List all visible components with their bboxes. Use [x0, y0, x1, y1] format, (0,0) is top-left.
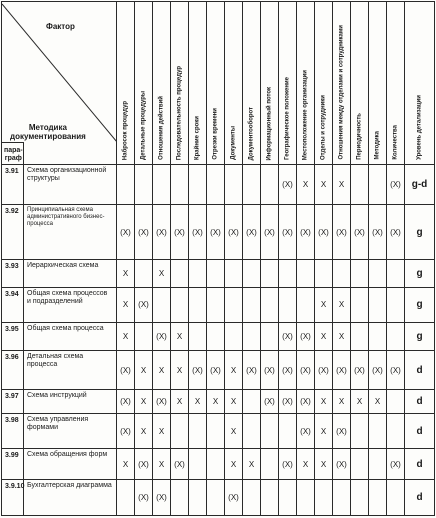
table-row [2, 449, 435, 480]
matrix-cell [351, 449, 369, 480]
matrix-cell: X [117, 260, 135, 287]
matrix-cell [369, 165, 387, 205]
matrix-cell: (X) [117, 414, 135, 449]
column-header-7 [225, 2, 243, 165]
method-name: Общая схема процессов и подразделений [24, 287, 117, 322]
method-name: Схема обращения форм [24, 449, 117, 480]
matrix-cell [351, 414, 369, 449]
matrix-cell: (X) [279, 205, 297, 260]
matrix-cell [243, 479, 261, 515]
matrix-cell: (X) [261, 351, 279, 390]
matrix-cell: (X) [279, 449, 297, 480]
matrix-cell [117, 479, 135, 515]
paragraph-number: 3.99 [2, 449, 24, 480]
matrix-cell: (X) [297, 322, 315, 351]
column-header-label: Количества [392, 125, 398, 160]
matrix-cell [387, 414, 405, 449]
matrix-cell [261, 322, 279, 351]
column-header-14 [351, 2, 369, 165]
matrix-cell [387, 260, 405, 287]
matrix-cell: (X) [351, 351, 369, 390]
factor-matrix-table [1, 1, 435, 516]
column-header-1 [117, 2, 135, 165]
matrix-cell [189, 322, 207, 351]
matrix-cell: (X) [189, 351, 207, 390]
table-row [2, 351, 435, 390]
matrix-cell: (X) [117, 351, 135, 390]
matrix-cell: X [189, 390, 207, 414]
matrix-cell [189, 287, 207, 322]
matrix-cell: (X) [225, 205, 243, 260]
column-header-label: Документооборот [248, 106, 254, 160]
method-name: Иерархическая схема [24, 260, 117, 287]
paragraph-number: 3.97 [2, 390, 24, 414]
matrix-cell [171, 479, 189, 515]
matrix-cell [261, 260, 279, 287]
matrix-cell [351, 287, 369, 322]
matrix-cell [333, 479, 351, 515]
matrix-cell [225, 165, 243, 205]
matrix-cell [189, 414, 207, 449]
table-row [2, 322, 435, 351]
header-row [2, 2, 435, 165]
matrix-cell [351, 165, 369, 205]
matrix-cell [315, 260, 333, 287]
column-header-label: Уровень детализации [416, 95, 422, 160]
matrix-cell: X [315, 449, 333, 480]
matrix-cell: (X) [387, 351, 405, 390]
paragraph-number: 3.96 [2, 351, 24, 390]
column-header-2 [135, 2, 153, 165]
column-header-label: Информационный поток [266, 86, 272, 160]
matrix-cell: X [135, 351, 153, 390]
matrix-cell: X [153, 351, 171, 390]
matrix-cell: (X) [387, 449, 405, 480]
matrix-cell: X [153, 449, 171, 480]
matrix-cell [189, 479, 207, 515]
matrix-cell: X [333, 390, 351, 414]
column-header-9 [261, 2, 279, 165]
column-header-5 [189, 2, 207, 165]
matrix-cell [243, 390, 261, 414]
matrix-cell [333, 260, 351, 287]
matrix-cell: (X) [315, 205, 333, 260]
matrix-cell [189, 165, 207, 205]
column-header-label: Отделы и сотрудники [320, 94, 326, 160]
paragraph-number: 3.91 [2, 165, 24, 205]
matrix-cell: (X) [135, 449, 153, 480]
matrix-cell [135, 260, 153, 287]
column-header-label: Методика [374, 131, 380, 160]
matrix-cell [171, 414, 189, 449]
paragraph-number: 3.92 [2, 205, 24, 260]
column-header-11 [297, 2, 315, 165]
matrix-cell [189, 449, 207, 480]
matrix-cell: (X) [333, 351, 351, 390]
matrix-cell: (X) [261, 205, 279, 260]
matrix-cell [369, 479, 387, 515]
detail-level: d [405, 449, 435, 480]
table-row [2, 479, 435, 515]
matrix-cell: (X) [117, 390, 135, 414]
matrix-cell: (X) [153, 479, 171, 515]
matrix-cell: X [315, 287, 333, 322]
matrix-cell [351, 479, 369, 515]
matrix-cell [369, 260, 387, 287]
matrix-cell: X [171, 390, 189, 414]
matrix-cell: X [117, 449, 135, 480]
matrix-cell [261, 287, 279, 322]
matrix-cell: X [171, 322, 189, 351]
matrix-cell [351, 260, 369, 287]
column-header-label: Набросок процедур [122, 100, 128, 160]
matrix-cell: X [225, 390, 243, 414]
matrix-cell [369, 449, 387, 480]
matrix-cell: (X) [117, 205, 135, 260]
column-header-label: Крайние сроки [194, 115, 200, 160]
matrix-cell [135, 322, 153, 351]
matrix-cell: X [153, 260, 171, 287]
paragraph-number: 3.93 [2, 260, 24, 287]
method-label: Методика документирования [10, 123, 86, 141]
matrix-cell [351, 322, 369, 351]
matrix-cell [207, 322, 225, 351]
matrix-cell [225, 287, 243, 322]
matrix-cell: (X) [225, 479, 243, 515]
detail-level: g [405, 260, 435, 287]
matrix-cell: X [207, 390, 225, 414]
matrix-cell: (X) [333, 449, 351, 480]
method-name: Схема организационной структуры [24, 165, 117, 205]
matrix-body [2, 165, 435, 516]
matrix-cell: X [225, 449, 243, 480]
table-row [2, 260, 435, 287]
matrix-cell: (X) [171, 449, 189, 480]
method-name: Принципиальная схема административного бизнес-процесса [24, 205, 117, 260]
matrix-cell: X [117, 322, 135, 351]
matrix-cell: X [351, 390, 369, 414]
matrix-cell: X [333, 287, 351, 322]
column-header-label: Географическое положение [284, 77, 290, 160]
matrix-cell: (X) [261, 390, 279, 414]
matrix-cell: X [117, 287, 135, 322]
matrix-cell: (X) [135, 479, 153, 515]
matrix-cell: (X) [387, 165, 405, 205]
matrix-cell [261, 479, 279, 515]
column-header-label: Отношения действий [158, 96, 164, 160]
matrix-cell [261, 165, 279, 205]
matrix-cell: X [315, 390, 333, 414]
method-name: Общая схема процесса [24, 322, 117, 351]
matrix-cell: (X) [135, 205, 153, 260]
matrix-cell: (X) [279, 322, 297, 351]
matrix-cell: X [153, 414, 171, 449]
matrix-cell: X [135, 390, 153, 414]
matrix-cell: (X) [369, 351, 387, 390]
column-header-15 [369, 2, 387, 165]
matrix-cell [387, 322, 405, 351]
table-row [2, 287, 435, 322]
matrix-cell: X [333, 165, 351, 205]
column-header-4 [171, 2, 189, 165]
detail-level: g [405, 287, 435, 322]
matrix-cell: X [225, 351, 243, 390]
table-row [2, 414, 435, 449]
method-name: Схема инструкций [24, 390, 117, 414]
column-header-label: Отрезки времени [212, 108, 218, 160]
detail-level: g [405, 322, 435, 351]
matrix-cell: (X) [207, 205, 225, 260]
matrix-cell [225, 322, 243, 351]
column-header-label: Последовательность процедур [176, 65, 182, 160]
matrix-cell [207, 414, 225, 449]
matrix-cell: (X) [297, 390, 315, 414]
method-name: Схема управления формами [24, 414, 117, 449]
corner-header-cell [2, 2, 117, 165]
matrix-cell: (X) [351, 205, 369, 260]
detail-level: d [405, 351, 435, 390]
matrix-cell [243, 260, 261, 287]
matrix-cell [261, 414, 279, 449]
matrix-cell: (X) [315, 351, 333, 390]
matrix-cell [297, 287, 315, 322]
matrix-cell [153, 287, 171, 322]
matrix-cell: (X) [207, 351, 225, 390]
matrix-cell [153, 165, 171, 205]
matrix-cell: (X) [333, 414, 351, 449]
matrix-cell [207, 165, 225, 205]
matrix-cell: (X) [279, 165, 297, 205]
matrix-cell [387, 390, 405, 414]
matrix-cell [189, 260, 207, 287]
matrix-cell [207, 479, 225, 515]
matrix-cell: (X) [153, 390, 171, 414]
detail-level: g [405, 205, 435, 260]
matrix-cell: (X) [297, 414, 315, 449]
matrix-cell: (X) [153, 322, 171, 351]
matrix-cell [171, 165, 189, 205]
matrix-cell: X [225, 414, 243, 449]
method-name: Бухгалтерская диаграмма [24, 479, 117, 515]
paragraph-label: пара- граф [4, 147, 23, 162]
column-header-label: Документы [230, 126, 236, 160]
column-header-label: Местоположение организации [302, 69, 308, 160]
matrix-cell: X [243, 449, 261, 480]
matrix-cell: (X) [279, 390, 297, 414]
matrix-cell [171, 287, 189, 322]
matrix-cell: (X) [369, 205, 387, 260]
method-name: Детальная схема процесса [24, 351, 117, 390]
matrix-cell [279, 414, 297, 449]
column-header-label: Детальные процедуры [140, 90, 146, 160]
matrix-cell [225, 260, 243, 287]
matrix-cell [261, 449, 279, 480]
matrix-cell: X [297, 449, 315, 480]
matrix-cell [315, 479, 333, 515]
column-header-6 [207, 2, 225, 165]
column-header-3 [153, 2, 171, 165]
matrix-cell [369, 322, 387, 351]
matrix-cell: (X) [333, 205, 351, 260]
column-header-13 [333, 2, 351, 165]
matrix-cell: X [297, 165, 315, 205]
factor-label: Фактор [46, 22, 75, 31]
matrix-cell [243, 322, 261, 351]
matrix-cell [243, 287, 261, 322]
matrix-cell: (X) [297, 351, 315, 390]
matrix-cell [207, 260, 225, 287]
column-header-12 [315, 2, 333, 165]
column-header-label: Периодичность [356, 113, 362, 160]
column-header-10 [279, 2, 297, 165]
matrix-cell [279, 260, 297, 287]
matrix-cell: X [315, 414, 333, 449]
paragraph-number: 3.94 [2, 287, 24, 322]
matrix-cell: (X) [297, 205, 315, 260]
matrix-cell: X [171, 351, 189, 390]
matrix-cell: (X) [243, 351, 261, 390]
matrix-cell [207, 287, 225, 322]
detail-level: d [405, 414, 435, 449]
column-header-8 [243, 2, 261, 165]
matrix-cell: (X) [243, 205, 261, 260]
matrix-cell [279, 479, 297, 515]
matrix-cell [279, 287, 297, 322]
matrix-cell [297, 479, 315, 515]
matrix-cell: (X) [171, 205, 189, 260]
matrix-cell: X [369, 390, 387, 414]
matrix-cell [135, 165, 153, 205]
matrix-cell: X [315, 165, 333, 205]
paragraph-number: 3.98 [2, 414, 24, 449]
matrix-cell: X [333, 322, 351, 351]
matrix-cell: (X) [279, 351, 297, 390]
column-header-17 [405, 2, 435, 165]
matrix-cell [297, 260, 315, 287]
table-row [2, 390, 435, 414]
detail-level: d [405, 479, 435, 515]
column-header-16 [387, 2, 405, 165]
paragraph-number: 3.9.10 [2, 479, 24, 515]
matrix-cell: (X) [135, 287, 153, 322]
matrix-cell [387, 479, 405, 515]
matrix-cell [369, 287, 387, 322]
matrix-cell [207, 449, 225, 480]
table-row [2, 205, 435, 260]
detail-level: d [405, 390, 435, 414]
matrix-cell [171, 260, 189, 287]
detail-level: g-d [405, 165, 435, 205]
column-header-label: Отношения между отделами и сотрудниками [338, 25, 344, 160]
matrix-cell [243, 165, 261, 205]
matrix-cell [369, 414, 387, 449]
matrix-cell [117, 165, 135, 205]
matrix-cell: X [135, 414, 153, 449]
matrix-cell: (X) [189, 205, 207, 260]
matrix-cell: (X) [153, 205, 171, 260]
matrix-cell: (X) [387, 205, 405, 260]
matrix-cell [387, 287, 405, 322]
matrix-cell: X [315, 322, 333, 351]
paragraph-number: 3.95 [2, 322, 24, 351]
matrix-cell [243, 414, 261, 449]
table-row [2, 165, 435, 205]
